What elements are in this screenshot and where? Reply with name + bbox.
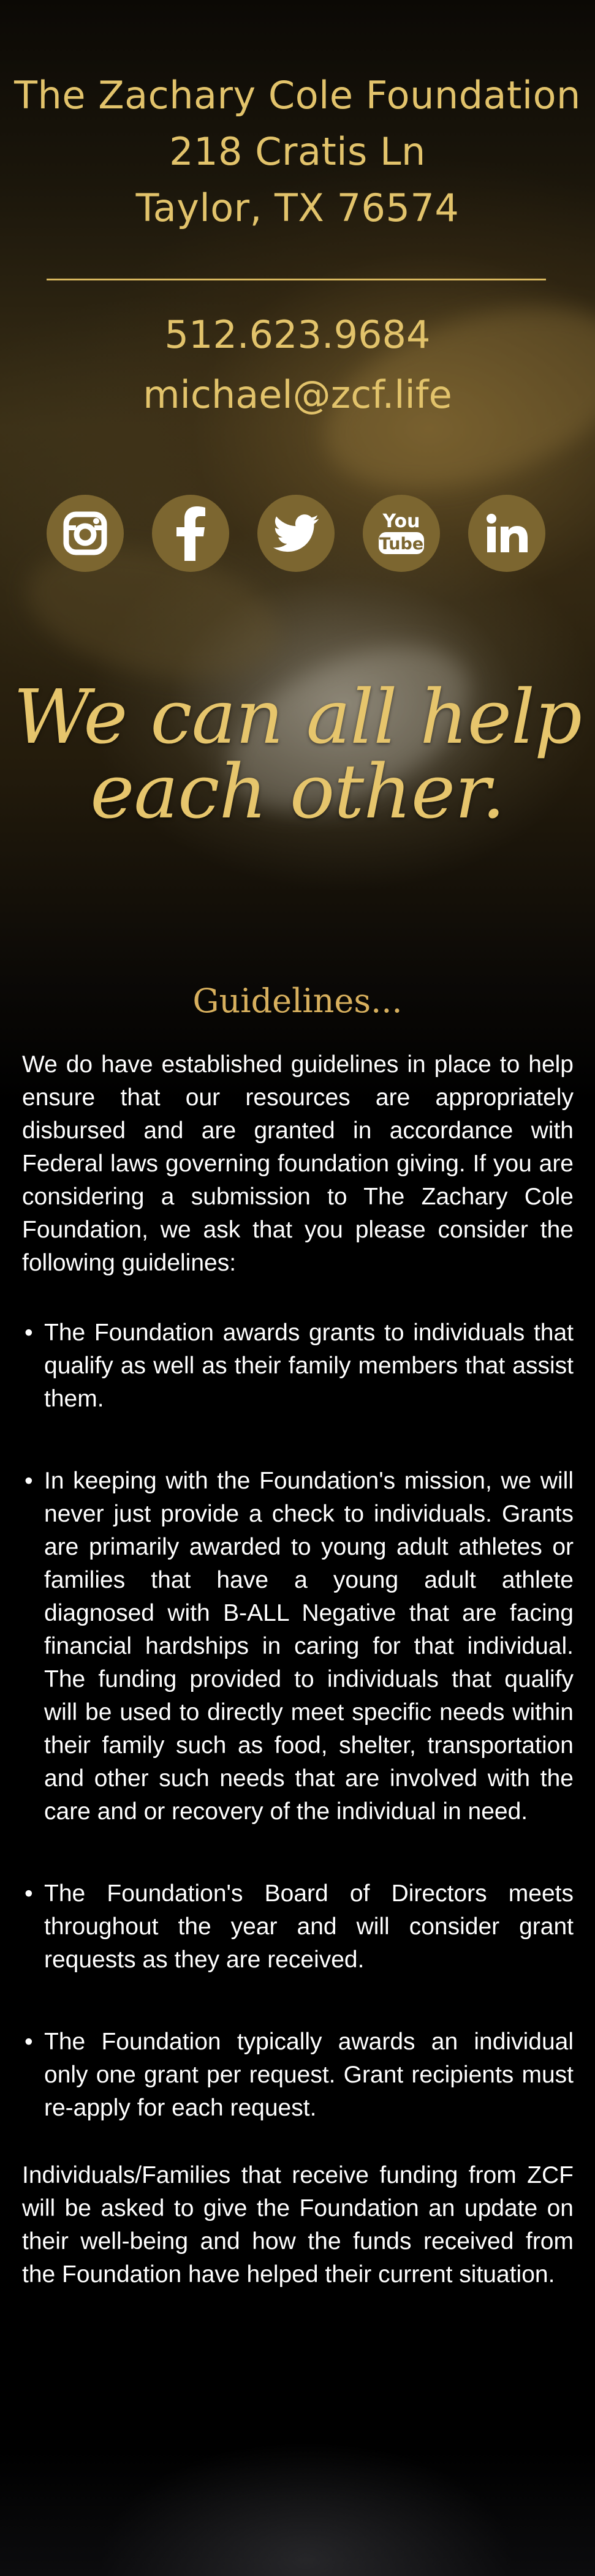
facebook-link[interactable]	[152, 495, 229, 572]
twitter-link[interactable]	[257, 495, 335, 572]
tagline-line-2: each other.	[90, 748, 505, 835]
list-item-text: In keeping with the Foundation's mission, we will never just provide a check to individuals. Grants are primarily awarded to young adult athletes or families that have a young adult athlete diagnosed with B-ALL Negative that are facing financial hardships in caring for that individual. The funding provided to individuals that qualify will be used to directly meet specific needs within their family such as food, shelter, transportation and other such needs that are involved with the care and or recovery of the individual in need.	[44, 1468, 574, 1825]
list-item	[22, 2026, 574, 2125]
youtube-icon	[374, 509, 429, 558]
youtube-link[interactable]	[363, 495, 440, 572]
list-item-text: The Foundation typically awards an individual only one grant per request. Grant recipients must re-apply for each request.	[44, 2029, 574, 2121]
facebook-icon	[175, 506, 207, 561]
guidelines-intro: We do have established guidelines in place to help ensure that our resources are appropriately disbursed and are granted in accordance with Federal laws governing foundation giving. If you are considering a submission to The Zachary Cole Foundation, we ask that you please consider the following guidelines:	[22, 1051, 574, 1276]
street-address: 218 Cratis Ln	[169, 129, 426, 174]
list-item	[22, 1465, 574, 1828]
bullet-icon: •	[25, 2029, 33, 2055]
list-item-text: The Foundation awards grants to individuals that qualify as well as their family members that assist them.	[44, 1320, 574, 1412]
guidelines-heading: Guidelines...	[192, 982, 403, 1020]
email-link[interactable]: michael@zcf.life	[143, 372, 452, 417]
guidelines-closing: Individuals/Families that receive funding from ZCF will be asked to give the Foundation an update on their well-being and how the funds received from the Foundation have helped their current situation.	[22, 2162, 574, 2288]
divider	[47, 279, 546, 280]
list-item	[22, 1877, 574, 1977]
contact-block	[0, 305, 595, 425]
tagline	[0, 674, 595, 835]
city-state-zip: Taylor, TX 76574	[135, 186, 460, 230]
svg-text:You: You	[382, 511, 420, 532]
instagram-link[interactable]	[47, 495, 124, 572]
org-name: The Zachary Cole Foundation	[14, 73, 581, 118]
linkedin-link[interactable]	[468, 495, 545, 572]
bullet-icon: •	[25, 1880, 33, 1907]
tagline-line-1: We can all help	[13, 674, 582, 760]
bullet-icon: •	[25, 1468, 33, 1494]
svg-text:Tube: Tube	[379, 535, 424, 554]
social-links	[0, 495, 595, 573]
linkedin-icon	[485, 513, 529, 554]
instagram-icon	[63, 511, 108, 556]
guidelines-body	[22, 1048, 574, 2291]
phone-link[interactable]: 512.623.9684	[164, 312, 431, 357]
bullet-icon: •	[25, 1320, 33, 1346]
twitter-icon	[273, 514, 319, 552]
list-item	[22, 1316, 574, 1416]
address-block	[0, 67, 595, 236]
guidelines-list	[22, 1316, 574, 2125]
list-item-text: The Foundation's Board of Directors meets throughout the year and will consider grant requests as they are received.	[44, 1880, 574, 1973]
